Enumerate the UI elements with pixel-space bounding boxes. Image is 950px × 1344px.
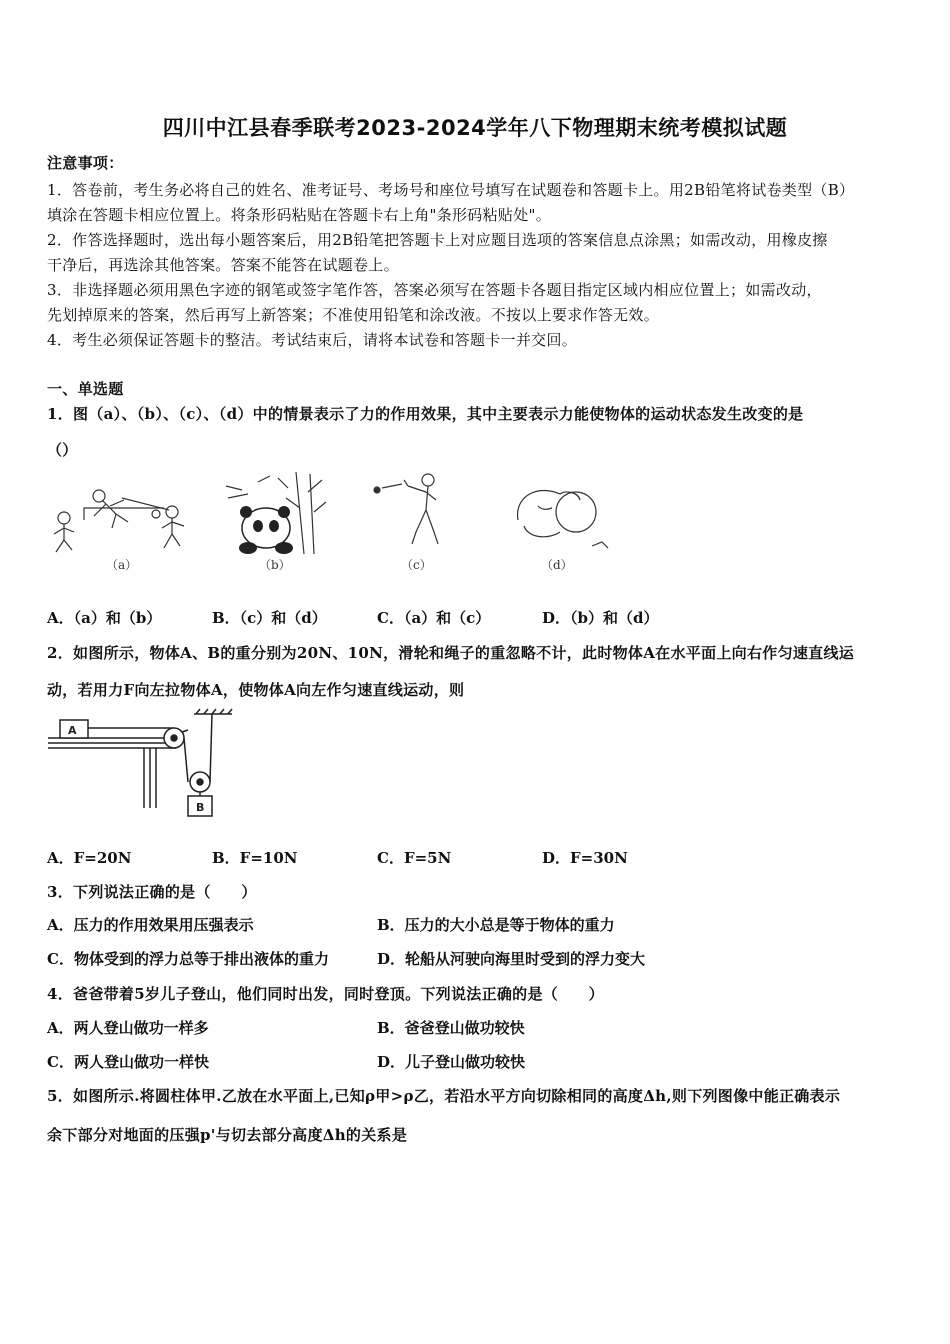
q2-stem-cont: 动，若用力F向左拉物体A，使物体A向左作匀速直线运动，则: [47, 681, 465, 699]
notice-heading: 注意事项：: [47, 154, 124, 172]
figure-caption: （d）: [541, 558, 573, 572]
q1-stem-paren: （）: [47, 441, 78, 459]
figure-pulley-system: [44, 708, 244, 826]
q2-option-d[interactable]: D．F=30N: [542, 849, 628, 867]
figure-caption: （b）: [259, 558, 291, 572]
q1-option-a[interactable]: A．（a）和（b）: [47, 609, 162, 627]
block-b-label: B: [196, 801, 205, 814]
notice-line: 1．答卷前，考生务必将自己的姓名、准考证号、考场号和座位号填写在试题卷和答题卡上。用2B铅笔将试卷类型（B）: [47, 181, 855, 199]
q5-stem: 5．如图所示.将圆柱体甲.乙放在水平面上,已知ρ甲>ρ乙，若沿水平方向切除相同的高度Δh,则下列图像中能正确表示: [47, 1087, 841, 1105]
figure-a-soccer-players: [44, 470, 194, 555]
q2-option-c[interactable]: C．F=5N: [377, 849, 452, 867]
notice-line: 填涂在答题卡相应位置上。将条形码粘贴在答题卡右上角"条形码粘贴处"。: [47, 206, 552, 224]
q3-option-a[interactable]: A．压力的作用效果用压强表示: [47, 916, 254, 934]
notice-line: 2．作答选择题时，选出每小题答案后，用2B铅笔把答题卡上对应题目选项的答案信息点涂黑；如需改动，用橡皮擦: [47, 231, 828, 249]
q2-stem: 2．如图所示，物体A、B的重分别为20N、10N，滑轮和绳子的重忽略不计，此时物体A在水平面上向右作匀速直线运: [47, 644, 855, 662]
q3-option-c[interactable]: C．物体受到的浮力总等于排出液体的重力: [47, 950, 329, 968]
q3-option-d[interactable]: D．轮船从河驶向海里时受到的浮力变大: [377, 950, 646, 968]
q4-option-a[interactable]: A．两人登山做功一样多: [47, 1019, 209, 1037]
q1-option-c[interactable]: C．（a）和（c）: [377, 609, 491, 627]
q4-option-b[interactable]: B．爸爸登山做功较快: [377, 1019, 525, 1037]
q2-option-b[interactable]: B．F=10N: [212, 849, 298, 867]
q4-option-c[interactable]: C．两人登山做功一样快: [47, 1053, 209, 1071]
q2-option-a[interactable]: A．F=20N: [47, 849, 132, 867]
q1-stem: 1．图（a）、（b）、（c）、（d）中的情景表示了力的作用效果，其中主要表示力能使物体的运动状态发生改变的是: [47, 405, 804, 423]
q4-option-d[interactable]: D．儿子登山做功较快: [377, 1053, 526, 1071]
section-heading: 一、单选题: [47, 380, 124, 398]
notice-line: 干净后，再选涂其他答案。答案不能答在试题卷上。: [47, 256, 399, 274]
figure-d-ball-squeezed: [508, 480, 612, 554]
q1-option-b[interactable]: B．（c）和（d）: [212, 609, 327, 627]
figure-c-baseball-batter: [368, 470, 448, 550]
block-a-label: A: [68, 724, 77, 737]
q4-stem: 4．爸爸带着5岁儿子登山，他们同时出发，同时登顶。下列说法正确的是（ ）: [47, 985, 604, 1003]
figure-b-panda-bamboo: [218, 468, 330, 556]
figure-caption: （c）: [401, 558, 432, 572]
notice-line: 4．考生必须保证答题卡的整洁。考试结束后，请将本试卷和答题卡一并交回。: [47, 331, 578, 349]
figure-caption: （a）: [106, 558, 138, 572]
notice-line: 3．非选择题必须用黑色字迹的钢笔或签字笔作答，答案必须写在答题卡各题目指定区域内相应位置上；如需改动，: [47, 281, 822, 299]
page-title: 四川中江县春季联考2023-2024学年八下物理期末统考模拟试题: [162, 116, 788, 140]
q3-stem: 3．下列说法正确的是（ ）: [47, 883, 257, 901]
q1-option-d[interactable]: D．（b）和（d）: [542, 609, 659, 627]
q5-stem-cont: 余下部分对地面的压强p'与切去部分高度Δh的关系是: [47, 1126, 408, 1144]
notice-line: 先划掉原来的答案，然后再写上新答案；不准使用铅笔和涂改液。不按以上要求作答无效。: [47, 306, 660, 324]
q3-option-b[interactable]: B．压力的大小总是等于物体的重力: [377, 916, 615, 934]
